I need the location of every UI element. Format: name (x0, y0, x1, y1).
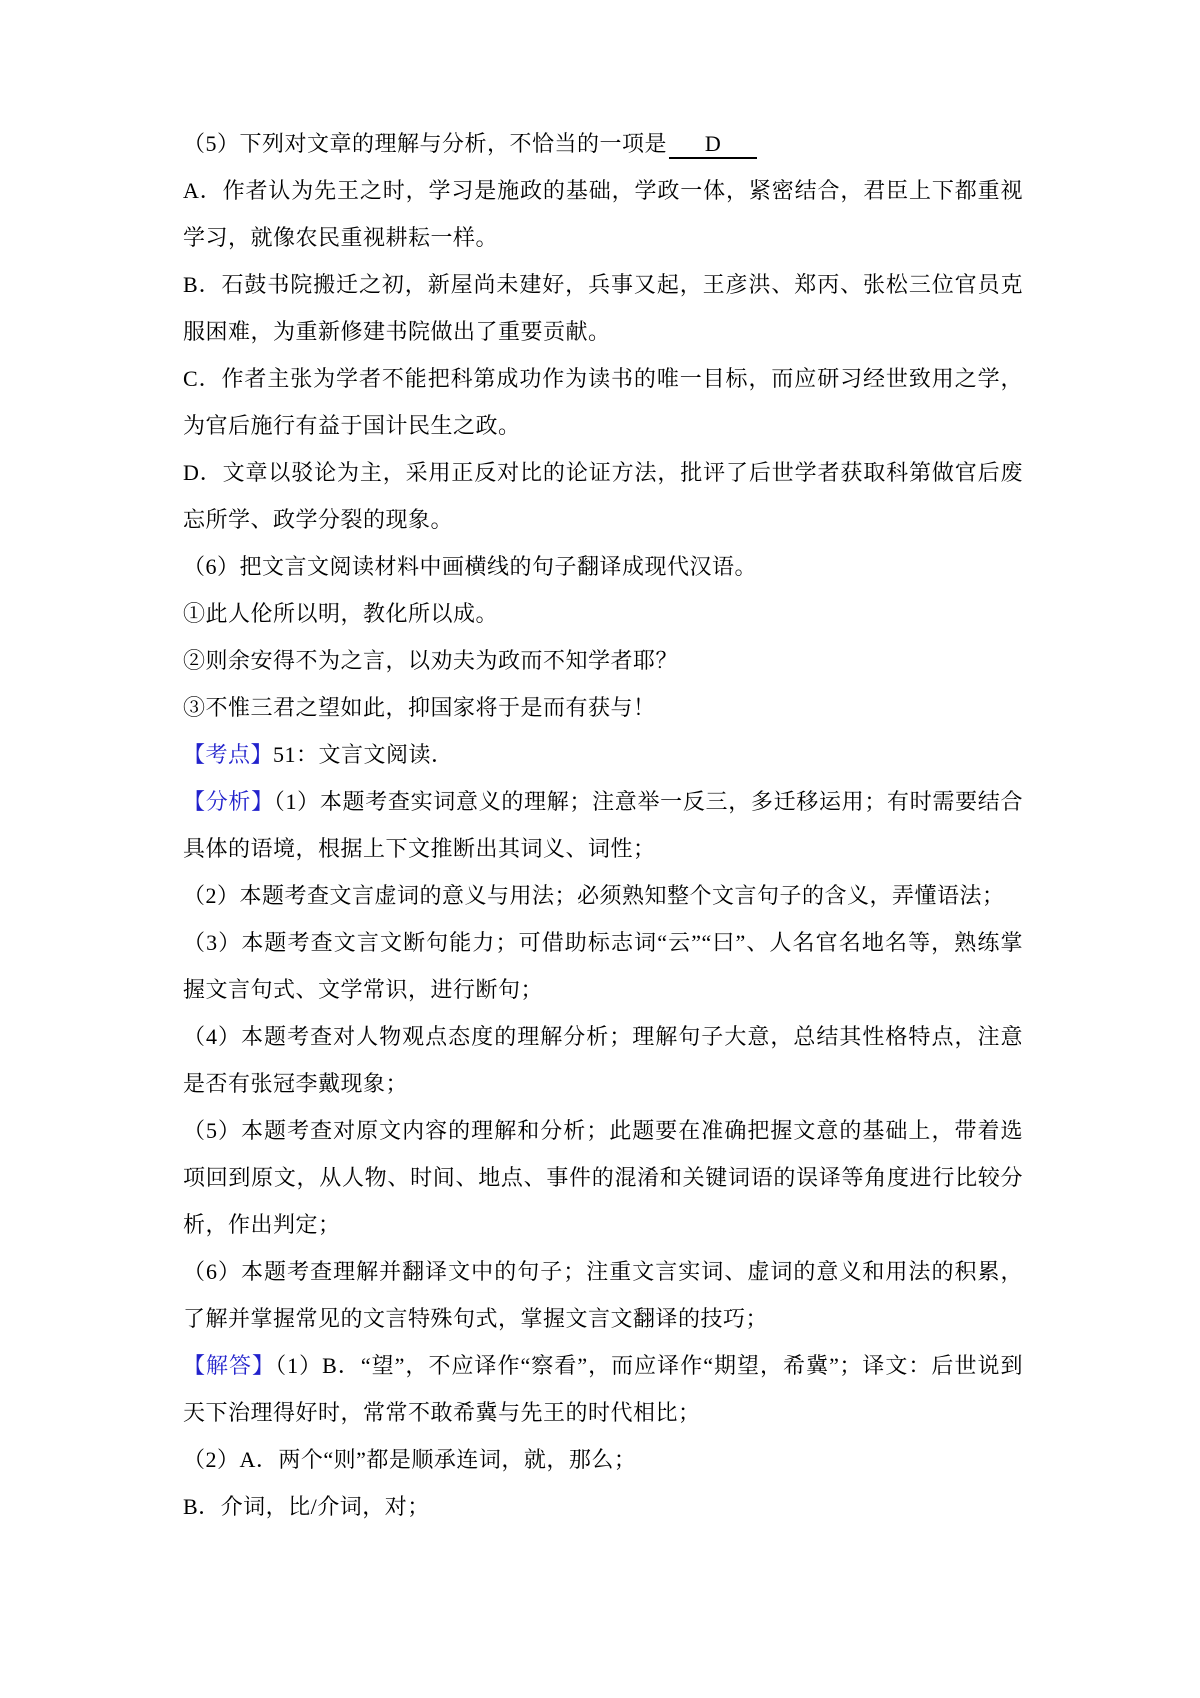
document-content (183, 120, 1023, 1530)
paragraph (183, 1107, 1023, 1248)
paragraph-text: A．作者认为先王之时，学习是施政的基础，学政一体，紧密结合，君臣上下都重视学习，就像农民重视耕耘一样。 (183, 178, 1023, 250)
paragraph-text: D．文章以驳论为主，采用正反对比的论证方法，批评了后世学者获取科第做官后废忘所学、政学分裂的现象。 (183, 460, 1023, 532)
paragraph-text: （4）本题考查对人物观点态度的理解分析；理解句子大意，总结其性格特点，注意是否有张冠李戴现象； (183, 1024, 1023, 1096)
paragraph-text: 51：文言文阅读． (273, 742, 454, 767)
paragraph (183, 1483, 1023, 1530)
paragraph (183, 731, 1023, 778)
paragraph (183, 355, 1023, 449)
paragraph-text: （3）本题考查文言文断句能力；可借助标志词“云”“曰”、人名官名地名等，熟练掌握文言句式、文学常识，进行断句； (183, 930, 1023, 1002)
paragraph-text: （6）把文言文阅读材料中画横线的句子翻译成现代汉语。 (183, 554, 758, 579)
paragraph (183, 120, 1023, 167)
question-text: （5）下列对文章的理解与分析，不恰当的一项是 (183, 131, 668, 156)
paragraph (183, 1013, 1023, 1107)
paragraph-text: ①此人伦所以明，教化所以成。 (183, 601, 499, 626)
paragraph (183, 872, 1023, 919)
paragraph-text: ③不惟三君之望如此，抑国家将于是而有获与！ (183, 695, 656, 720)
paragraph-text: B．介词，比/介词，对； (183, 1494, 430, 1519)
paragraph (183, 1436, 1023, 1483)
paragraph-text: ②则余安得不为之言，以劝夫为政而不知学者耶？ (183, 648, 679, 673)
paragraph (183, 778, 1023, 872)
section-label: 【分析】 (183, 789, 274, 814)
paragraph-text: （2）A．两个“则”都是顺承连词，就，那么； (183, 1447, 637, 1472)
paragraph (183, 1342, 1023, 1436)
section-label: 【考点】 (183, 742, 274, 767)
paragraph (183, 261, 1023, 355)
paragraph (183, 167, 1023, 261)
paragraph-text: B．石鼓书院搬迁之初，新屋尚未建好，兵事又起，王彦洪、郑丙、张松三位官员克服困难，为重新修建书院做出了重要贡献。 (183, 272, 1023, 344)
paragraph (183, 1248, 1023, 1342)
paragraph-text: （6）本题考查理解并翻译文中的句子；注重文言实词、虚词的意义和用法的积累，了解并掌握常见的文言特殊句式，掌握文言文翻译的技巧； (183, 1259, 1023, 1331)
paragraph (183, 919, 1023, 1013)
paragraph-text: （1）B．“望”，不应译作“察看”，而应译作“期望，希冀”；译文：后世说到天下治理得好时，常常不敢希冀与先王的时代相比； (183, 1353, 1023, 1425)
paragraph (183, 637, 1023, 684)
paragraph (183, 449, 1023, 543)
section-label: 【解答】 (183, 1353, 276, 1378)
answer-blank: D (669, 131, 757, 159)
paragraph-text: （2）本题考查文言虚词的意义与用法；必须熟知整个文言句子的含义，弄懂语法； (183, 883, 1005, 908)
paragraph (183, 543, 1023, 590)
paragraph-text: C．作者主张为学者不能把科第成功作为读书的唯一目标，而应研习经世致用之学，为官后施行有益于国计民生之政。 (183, 366, 1023, 438)
paragraph-text: （1）本题考查实词意义的理解；注意举一反三，多迁移运用；有时需要结合具体的语境，根据上下文推断出其词义、词性； (183, 789, 1023, 861)
paragraph (183, 684, 1023, 731)
paragraph (183, 590, 1023, 637)
paragraph-text: （5）本题考查对原文内容的理解和分析；此题要在准确把握文意的基础上，带着选项回到原文，从人物、时间、地点、事件的混淆和关键词语的误译等角度进行比较分析，作出判定； (183, 1118, 1023, 1237)
